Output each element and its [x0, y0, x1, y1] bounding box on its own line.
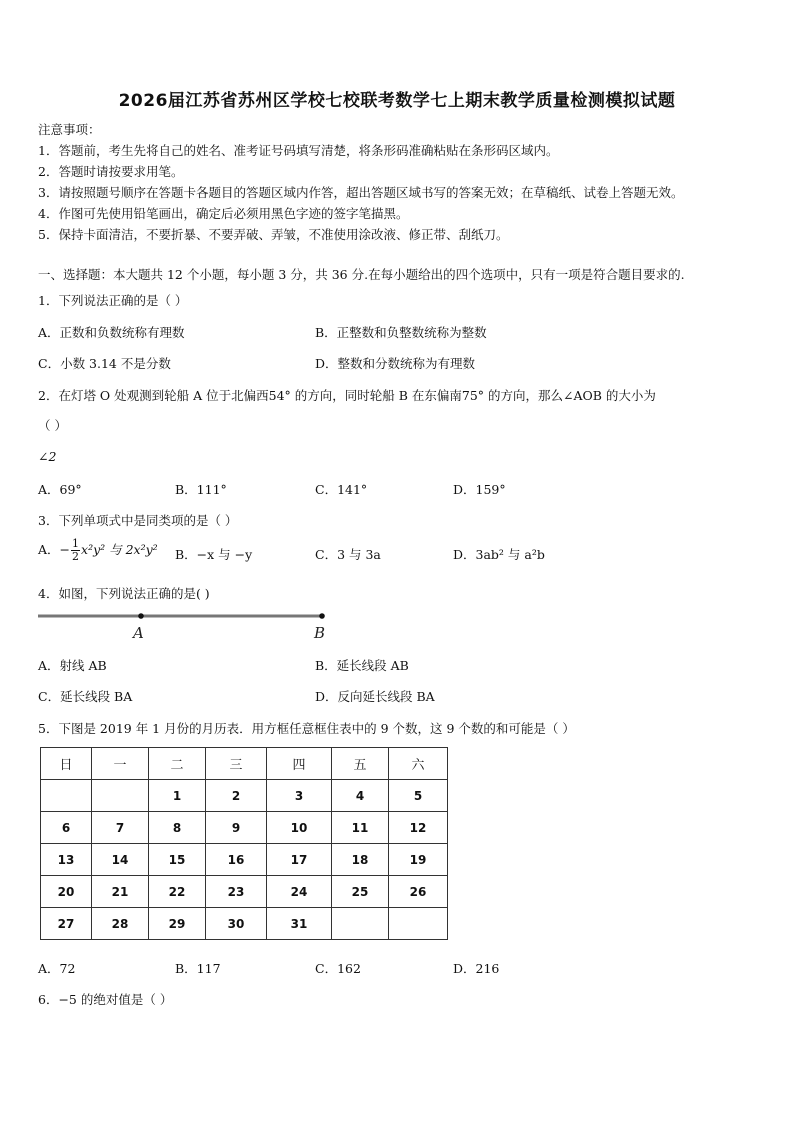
q5-option-c: C．162: [315, 961, 361, 976]
notice-item-3: 3．请按照题号顺序在答题卡各题目的答题区域内作答，超出答题区域书写的答案无效；在草稿纸、试卷上答题无效。: [38, 185, 684, 200]
calendar-day-cell: [389, 908, 448, 940]
calendar-week-row: [41, 908, 448, 940]
section-heading: 一、选择题：本大题共 12 个小题，每小题 3 分，共 36 分.在每小题给出的四个选项中，只有一项是符合题目要求的.: [38, 267, 685, 282]
fraction-denominator: 2: [72, 550, 80, 563]
calendar-day-cell: [41, 780, 92, 812]
q3-option-a: [38, 538, 158, 563]
notice-item-2: 2．答题时请按要求用笔。: [38, 164, 184, 179]
calendar-header-cell: 六: [389, 748, 448, 780]
q2-option-a: A．69°: [38, 482, 82, 497]
calendar-header-cell: 一: [92, 748, 149, 780]
calendar-day-cell: 11: [332, 812, 389, 844]
calendar-day-cell: 31: [267, 908, 332, 940]
notice-heading: 注意事项：: [38, 122, 101, 137]
question-2-stem: 2．在灯塔 O 处观测到轮船 A 位于北偏西54° 的方向，同时轮船 B 在东偏南75° 的方向，那么∠AOB 的大小为: [38, 388, 656, 403]
calendar-day-cell: 5: [389, 780, 448, 812]
calendar-week-row: [41, 876, 448, 908]
calendar-week-row: [41, 844, 448, 876]
calendar-day-cell: 26: [389, 876, 448, 908]
calendar-day-cell: 8: [149, 812, 206, 844]
calendar-day-cell: 13: [41, 844, 92, 876]
notice-item-4: 4．作图可先使用铅笔画出，确定后必须用黑色字迹的签字笔描黑。: [38, 206, 409, 221]
question-6-stem: 6．−5 的绝对值是（ ）: [38, 992, 173, 1007]
calendar-week-row: [41, 780, 448, 812]
calendar-day-cell: 25: [332, 876, 389, 908]
notice-item-5: 5．保持卡面清洁，不要折暴、不要弄破、弄皱，不准使用涂改液、修正带、刮纸刀。: [38, 227, 509, 242]
segment-ab-figure: [38, 608, 330, 644]
calendar-day-cell: 15: [149, 844, 206, 876]
notice-item-1: 1．答题前，考生先将自己的姓名、准考证号码填写清楚，将条形码准确粘贴在条形码区域内。: [38, 143, 559, 158]
calendar-day-cell: 7: [92, 812, 149, 844]
calendar-table: [40, 747, 448, 940]
calendar-day-cell: 22: [149, 876, 206, 908]
q4-option-b: B．延长线段 AB: [315, 658, 409, 673]
calendar-day-cell: 14: [92, 844, 149, 876]
point-a-label: A: [133, 624, 144, 642]
q1-option-a: A．正数和负数统称有理数: [38, 325, 185, 340]
calendar-day-cell: 9: [206, 812, 267, 844]
calendar-day-cell: 1: [149, 780, 206, 812]
point-b-dot: [319, 613, 325, 619]
calendar-day-cell: 16: [206, 844, 267, 876]
question-2-paren: （ ）: [38, 418, 67, 433]
page-title: 2026届江苏省苏州区学校七校联考数学七上期末教学质量检测模拟试题: [118, 91, 676, 111]
q3-option-c: C．3 与 3a: [315, 547, 381, 562]
calendar-day-cell: 10: [267, 812, 332, 844]
calendar-day-cell: 23: [206, 876, 267, 908]
calendar-day-cell: 30: [206, 908, 267, 940]
calendar-day-cell: 24: [267, 876, 332, 908]
calendar-day-cell: 27: [41, 908, 92, 940]
q1-option-b: B．正整数和负整数统称为整数: [315, 325, 487, 340]
calendar-header-cell: 四: [267, 748, 332, 780]
q5-option-a: A．72: [38, 961, 76, 976]
calendar-header-cell: 二: [149, 748, 206, 780]
question-5-stem: 5．下图是 2019 年 1 月份的月历表．用方框任意框住表中的 9 个数，这 9 个数的和可能是（ ）: [38, 721, 575, 736]
q2-option-d: D．159°: [453, 482, 506, 497]
q2-option-b: B．111°: [175, 482, 227, 497]
calendar-day-cell: 18: [332, 844, 389, 876]
calendar-day-cell: 29: [149, 908, 206, 940]
one-half-fraction: [71, 538, 80, 563]
calendar-header-cell: 五: [332, 748, 389, 780]
q2-option-c: C．141°: [315, 482, 368, 497]
calendar-day-cell: 19: [389, 844, 448, 876]
calendar-day-cell: 17: [267, 844, 332, 876]
point-b-label: B: [314, 624, 326, 642]
q5-option-b: B．117: [175, 961, 221, 976]
calendar-day-cell: 21: [92, 876, 149, 908]
q5-option-d: D．216: [453, 961, 500, 976]
q1-option-c: C．小数 3.14 不是分数: [38, 356, 171, 371]
calendar-day-cell: 28: [92, 908, 149, 940]
calendar-day-cell: 2: [206, 780, 267, 812]
calendar-week-row: [41, 812, 448, 844]
calendar-day-cell: 6: [41, 812, 92, 844]
q3-option-a-expression: x²y² 与 2x²y²: [81, 542, 158, 557]
q4-option-c: C．延长线段 BA: [38, 689, 133, 704]
q3-option-b: B．−x 与 −y: [175, 547, 253, 562]
fraction-numerator: 1: [72, 537, 80, 550]
calendar-day-cell: [332, 908, 389, 940]
q4-option-d: D．反向延长线段 BA: [315, 689, 435, 704]
calendar-day-cell: [92, 780, 149, 812]
calendar-day-cell: 3: [267, 780, 332, 812]
q4-option-a: A．射线 AB: [38, 658, 107, 673]
calendar-header-row: [41, 748, 448, 780]
q1-option-d: D．整数和分数统称为有理数: [315, 356, 476, 371]
q3-option-d: D．3ab² 与 a²b: [453, 547, 545, 562]
calendar-day-cell: 12: [389, 812, 448, 844]
calendar-day-cell: 4: [332, 780, 389, 812]
question-4-stem: 4．如图，下列说法正确的是( ): [38, 586, 210, 601]
calendar-day-cell: 20: [41, 876, 92, 908]
q3-option-a-prefix: A．−: [38, 542, 71, 557]
calendar-header-cell: 日: [41, 748, 92, 780]
question-3-stem: 3．下列单项式中是同类项的是（ ）: [38, 513, 238, 528]
question-2-note: ∠2: [38, 449, 57, 464]
point-a-dot: [138, 613, 144, 619]
calendar-header-cell: 三: [206, 748, 267, 780]
question-1-stem: 1．下列说法正确的是（ ）: [38, 293, 188, 308]
